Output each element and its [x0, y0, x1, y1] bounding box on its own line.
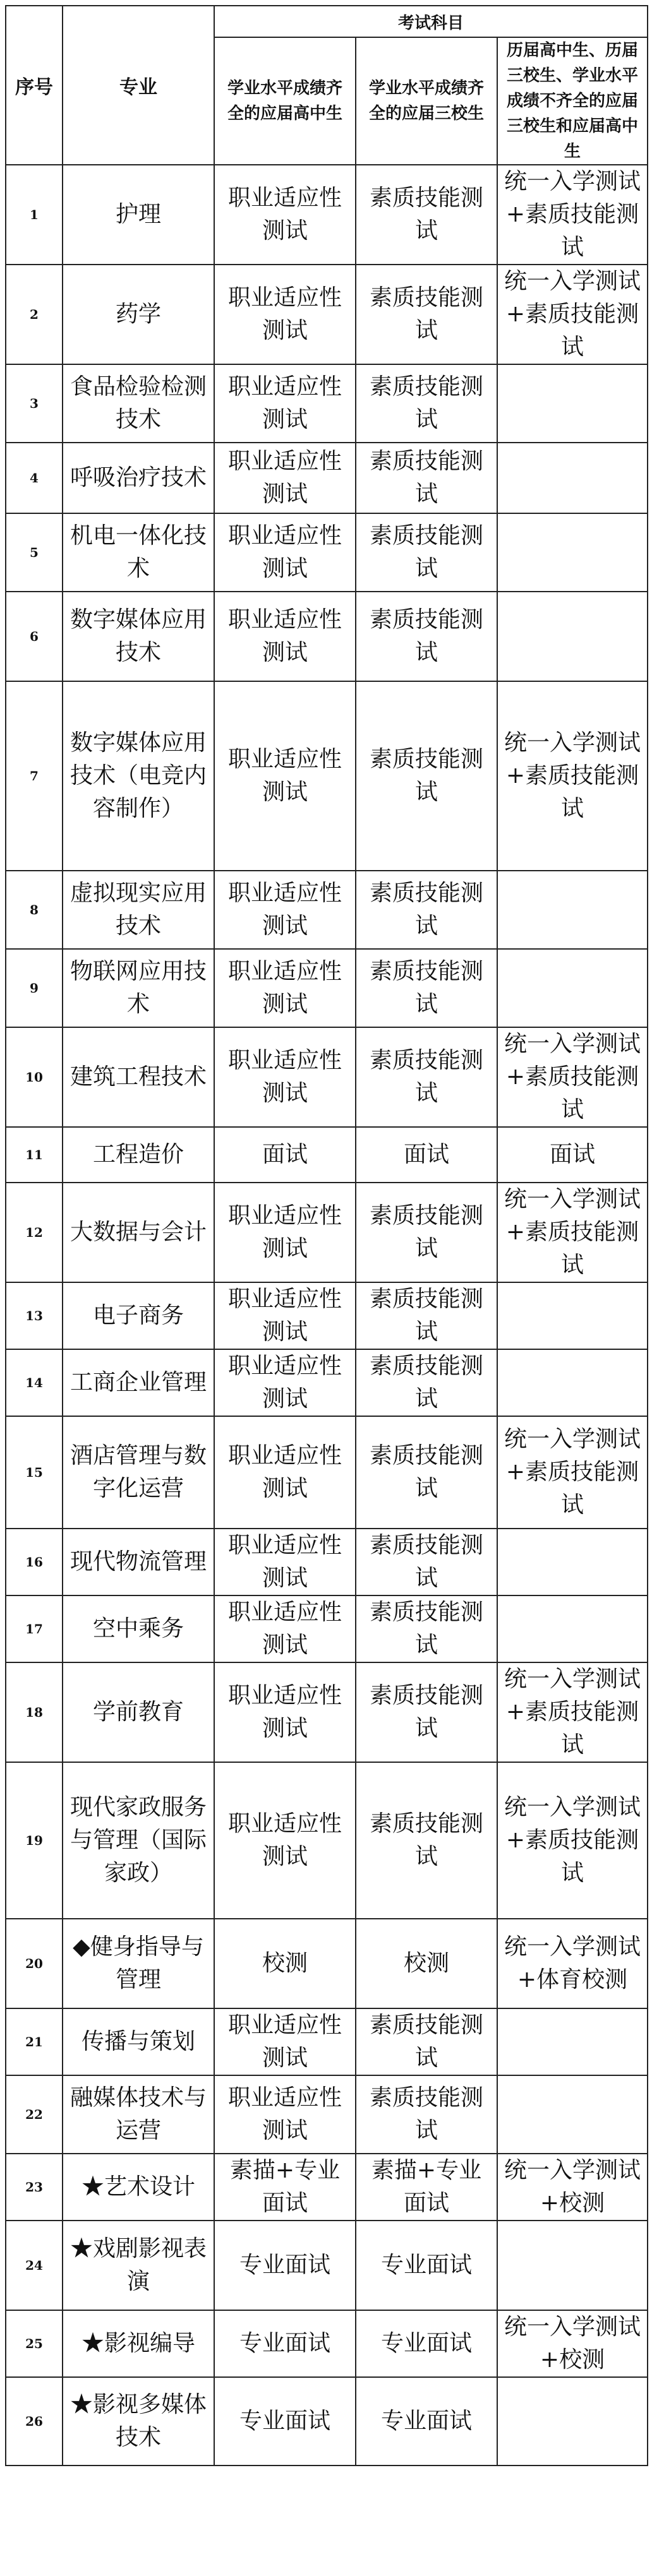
row-index: 25	[6, 2310, 63, 2377]
row-index: 7	[6, 681, 63, 871]
row-major: 大数据与会计	[63, 1183, 214, 1282]
row-exam-b: 素质技能测试	[356, 949, 497, 1027]
row-major: 工程造价	[63, 1127, 214, 1183]
row-index: 3	[6, 364, 63, 443]
row-exam-b: 专业面试	[356, 2310, 497, 2377]
row-exam-a: 职业适应性测试	[214, 165, 356, 265]
row-exam-c	[497, 2377, 648, 2466]
row-exam-b: 素质技能测试	[356, 265, 497, 364]
row-index: 14	[6, 1349, 63, 1416]
row-index: 20	[6, 1919, 63, 2008]
row-major: ★影视编导	[63, 2310, 214, 2377]
row-major: 空中乘务	[63, 1595, 214, 1662]
row-exam-b: 素质技能测试	[356, 681, 497, 871]
row-index: 22	[6, 2075, 63, 2154]
table-row	[6, 681, 648, 871]
row-exam-b: 素质技能测试	[356, 443, 497, 513]
row-exam-a: 职业适应性测试	[214, 592, 356, 681]
table-row	[6, 1662, 648, 1762]
row-exam-a: 职业适应性测试	[214, 443, 356, 513]
row-exam-b: 素质技能测试	[356, 364, 497, 443]
row-exam-a: 职业适应性测试	[214, 1349, 356, 1416]
row-index: 8	[6, 871, 63, 949]
table-row	[6, 1282, 648, 1349]
table-row	[6, 949, 648, 1027]
row-exam-b: 素质技能测试	[356, 165, 497, 265]
row-exam-a: 专业面试	[214, 2221, 356, 2310]
header-col-b: 学业水平成绩齐全的应届三校生	[356, 37, 497, 165]
table-row	[6, 1762, 648, 1919]
header-col-a: 学业水平成绩齐全的应届高中生	[214, 37, 356, 165]
row-major: 建筑工程技术	[63, 1027, 214, 1127]
row-exam-c: 统一入学测试+校测	[497, 2310, 648, 2377]
row-exam-a: 职业适应性测试	[214, 1595, 356, 1662]
row-exam-c	[497, 2221, 648, 2310]
row-exam-c	[497, 1529, 648, 1595]
row-index: 10	[6, 1027, 63, 1127]
row-index: 11	[6, 1127, 63, 1183]
row-index: 1	[6, 165, 63, 265]
row-exam-c: 统一入学测试+素质技能测试	[497, 1183, 648, 1282]
table-row	[6, 871, 648, 949]
row-major: 工商企业管理	[63, 1349, 214, 1416]
row-index: 23	[6, 2154, 63, 2221]
table-row	[6, 1127, 648, 1183]
table-row	[6, 2075, 648, 2154]
header-index: 序号	[6, 6, 63, 165]
row-exam-c	[497, 513, 648, 592]
row-exam-a: 职业适应性测试	[214, 1027, 356, 1127]
admission-exam-table	[5, 5, 648, 2466]
row-major: 现代物流管理	[63, 1529, 214, 1595]
row-exam-a: 职业适应性测试	[214, 681, 356, 871]
row-major: 数字媒体应用技术	[63, 592, 214, 681]
row-exam-a: 职业适应性测试	[214, 2008, 356, 2075]
row-exam-a: 职业适应性测试	[214, 949, 356, 1027]
table-row	[6, 592, 648, 681]
row-exam-b: 素质技能测试	[356, 1762, 497, 1919]
row-index: 5	[6, 513, 63, 592]
row-major: ◆健身指导与管理	[63, 1919, 214, 2008]
row-exam-c	[497, 592, 648, 681]
row-major: 虚拟现实应用技术	[63, 871, 214, 949]
row-exam-a: 职业适应性测试	[214, 1282, 356, 1349]
row-exam-c: 统一入学测试+素质技能测试	[497, 681, 648, 871]
row-exam-a: 职业适应性测试	[214, 1529, 356, 1595]
row-exam-c: 统一入学测试+素质技能测试	[497, 1416, 648, 1529]
row-index: 26	[6, 2377, 63, 2466]
table-row	[6, 165, 648, 265]
row-major: 护理	[63, 165, 214, 265]
row-major: 药学	[63, 265, 214, 364]
row-index: 21	[6, 2008, 63, 2075]
row-exam-c	[497, 1349, 648, 1416]
row-exam-c	[497, 871, 648, 949]
row-exam-b: 专业面试	[356, 2221, 497, 2310]
header-subjects: 考试科目	[214, 6, 648, 37]
header-col-c: 历届高中生、历届三校生、学业水平成绩不齐全的应届三校生和应届高中生	[497, 37, 648, 165]
row-major: 融媒体技术与运营	[63, 2075, 214, 2154]
row-exam-b: 素质技能测试	[356, 513, 497, 592]
row-exam-b: 素质技能测试	[356, 1662, 497, 1762]
row-exam-a: 职业适应性测试	[214, 265, 356, 364]
row-exam-c	[497, 1595, 648, 1662]
row-exam-a: 职业适应性测试	[214, 2075, 356, 2154]
table-row	[6, 364, 648, 443]
row-exam-a: 职业适应性测试	[214, 1416, 356, 1529]
row-exam-b: 素质技能测试	[356, 871, 497, 949]
row-major: 机电一体化技术	[63, 513, 214, 592]
header-major: 专业	[63, 6, 214, 165]
table-body	[6, 165, 648, 2466]
row-index: 4	[6, 443, 63, 513]
row-exam-c: 统一入学测试+素质技能测试	[497, 1762, 648, 1919]
row-exam-c: 统一入学测试+素质技能测试	[497, 265, 648, 364]
row-exam-b: 素质技能测试	[356, 1595, 497, 1662]
table-row	[6, 2377, 648, 2466]
row-exam-c: 统一入学测试+素质技能测试	[497, 1027, 648, 1127]
row-exam-b: 素质技能测试	[356, 2075, 497, 2154]
row-exam-b: 专业面试	[356, 2377, 497, 2466]
row-exam-a: 专业面试	[214, 2310, 356, 2377]
row-exam-b: 素描+专业面试	[356, 2154, 497, 2221]
row-exam-c	[497, 443, 648, 513]
row-index: 24	[6, 2221, 63, 2310]
row-exam-a: 职业适应性测试	[214, 513, 356, 592]
row-exam-b: 素质技能测试	[356, 1282, 497, 1349]
row-index: 19	[6, 1762, 63, 1919]
row-index: 15	[6, 1416, 63, 1529]
row-exam-c	[497, 2008, 648, 2075]
row-exam-b: 素质技能测试	[356, 1183, 497, 1282]
row-major: 物联网应用技术	[63, 949, 214, 1027]
row-exam-b: 面试	[356, 1127, 497, 1183]
row-exam-b: 素质技能测试	[356, 592, 497, 681]
row-index: 16	[6, 1529, 63, 1595]
table-row	[6, 1183, 648, 1282]
row-index: 9	[6, 949, 63, 1027]
row-major: 传播与策划	[63, 2008, 214, 2075]
row-index: 18	[6, 1662, 63, 1762]
row-major: 酒店管理与数字化运营	[63, 1416, 214, 1529]
row-exam-a: 职业适应性测试	[214, 1662, 356, 1762]
table-header	[6, 6, 648, 165]
row-index: 17	[6, 1595, 63, 1662]
row-exam-c: 统一入学测试+素质技能测试	[497, 1662, 648, 1762]
row-exam-a: 面试	[214, 1127, 356, 1183]
row-exam-b: 素质技能测试	[356, 1416, 497, 1529]
row-exam-a: 职业适应性测试	[214, 1183, 356, 1282]
row-exam-c: 统一入学测试+体育校测	[497, 1919, 648, 2008]
row-major: 电子商务	[63, 1282, 214, 1349]
row-major: 现代家政服务与管理（国际家政）	[63, 1762, 214, 1919]
table-row	[6, 513, 648, 592]
row-index: 2	[6, 265, 63, 364]
table-row	[6, 2221, 648, 2310]
table-row	[6, 2154, 648, 2221]
row-exam-c	[497, 364, 648, 443]
table-row	[6, 2310, 648, 2377]
row-major: ★艺术设计	[63, 2154, 214, 2221]
table-row	[6, 265, 648, 364]
table-row	[6, 1416, 648, 1529]
table-row	[6, 1919, 648, 2008]
row-major: ★戏剧影视表演	[63, 2221, 214, 2310]
table-row	[6, 1595, 648, 1662]
row-exam-a: 专业面试	[214, 2377, 356, 2466]
row-exam-b: 素质技能测试	[356, 2008, 497, 2075]
row-major: 呼吸治疗技术	[63, 443, 214, 513]
row-exam-a: 职业适应性测试	[214, 364, 356, 443]
row-exam-b: 素质技能测试	[356, 1349, 497, 1416]
table-row	[6, 1529, 648, 1595]
row-exam-c: 统一入学测试+素质技能测试	[497, 165, 648, 265]
row-exam-c: 面试	[497, 1127, 648, 1183]
row-index: 6	[6, 592, 63, 681]
row-exam-c	[497, 1282, 648, 1349]
table-row	[6, 1349, 648, 1416]
row-major: 学前教育	[63, 1662, 214, 1762]
row-exam-a: 校测	[214, 1919, 356, 2008]
row-exam-a: 职业适应性测试	[214, 871, 356, 949]
row-exam-c	[497, 949, 648, 1027]
row-exam-c	[497, 2075, 648, 2154]
row-major: 食品检验检测技术	[63, 364, 214, 443]
row-exam-b: 素质技能测试	[356, 1529, 497, 1595]
table-row	[6, 1027, 648, 1127]
row-index: 13	[6, 1282, 63, 1349]
row-major: 数字媒体应用技术（电竞内容制作）	[63, 681, 214, 871]
row-exam-b: 校测	[356, 1919, 497, 2008]
row-major: ★影视多媒体技术	[63, 2377, 214, 2466]
row-exam-c: 统一入学测试+校测	[497, 2154, 648, 2221]
row-exam-a: 职业适应性测试	[214, 1762, 356, 1919]
table-row	[6, 2008, 648, 2075]
row-index: 12	[6, 1183, 63, 1282]
row-exam-a: 素描+专业面试	[214, 2154, 356, 2221]
table-row	[6, 443, 648, 513]
row-exam-b: 素质技能测试	[356, 1027, 497, 1127]
